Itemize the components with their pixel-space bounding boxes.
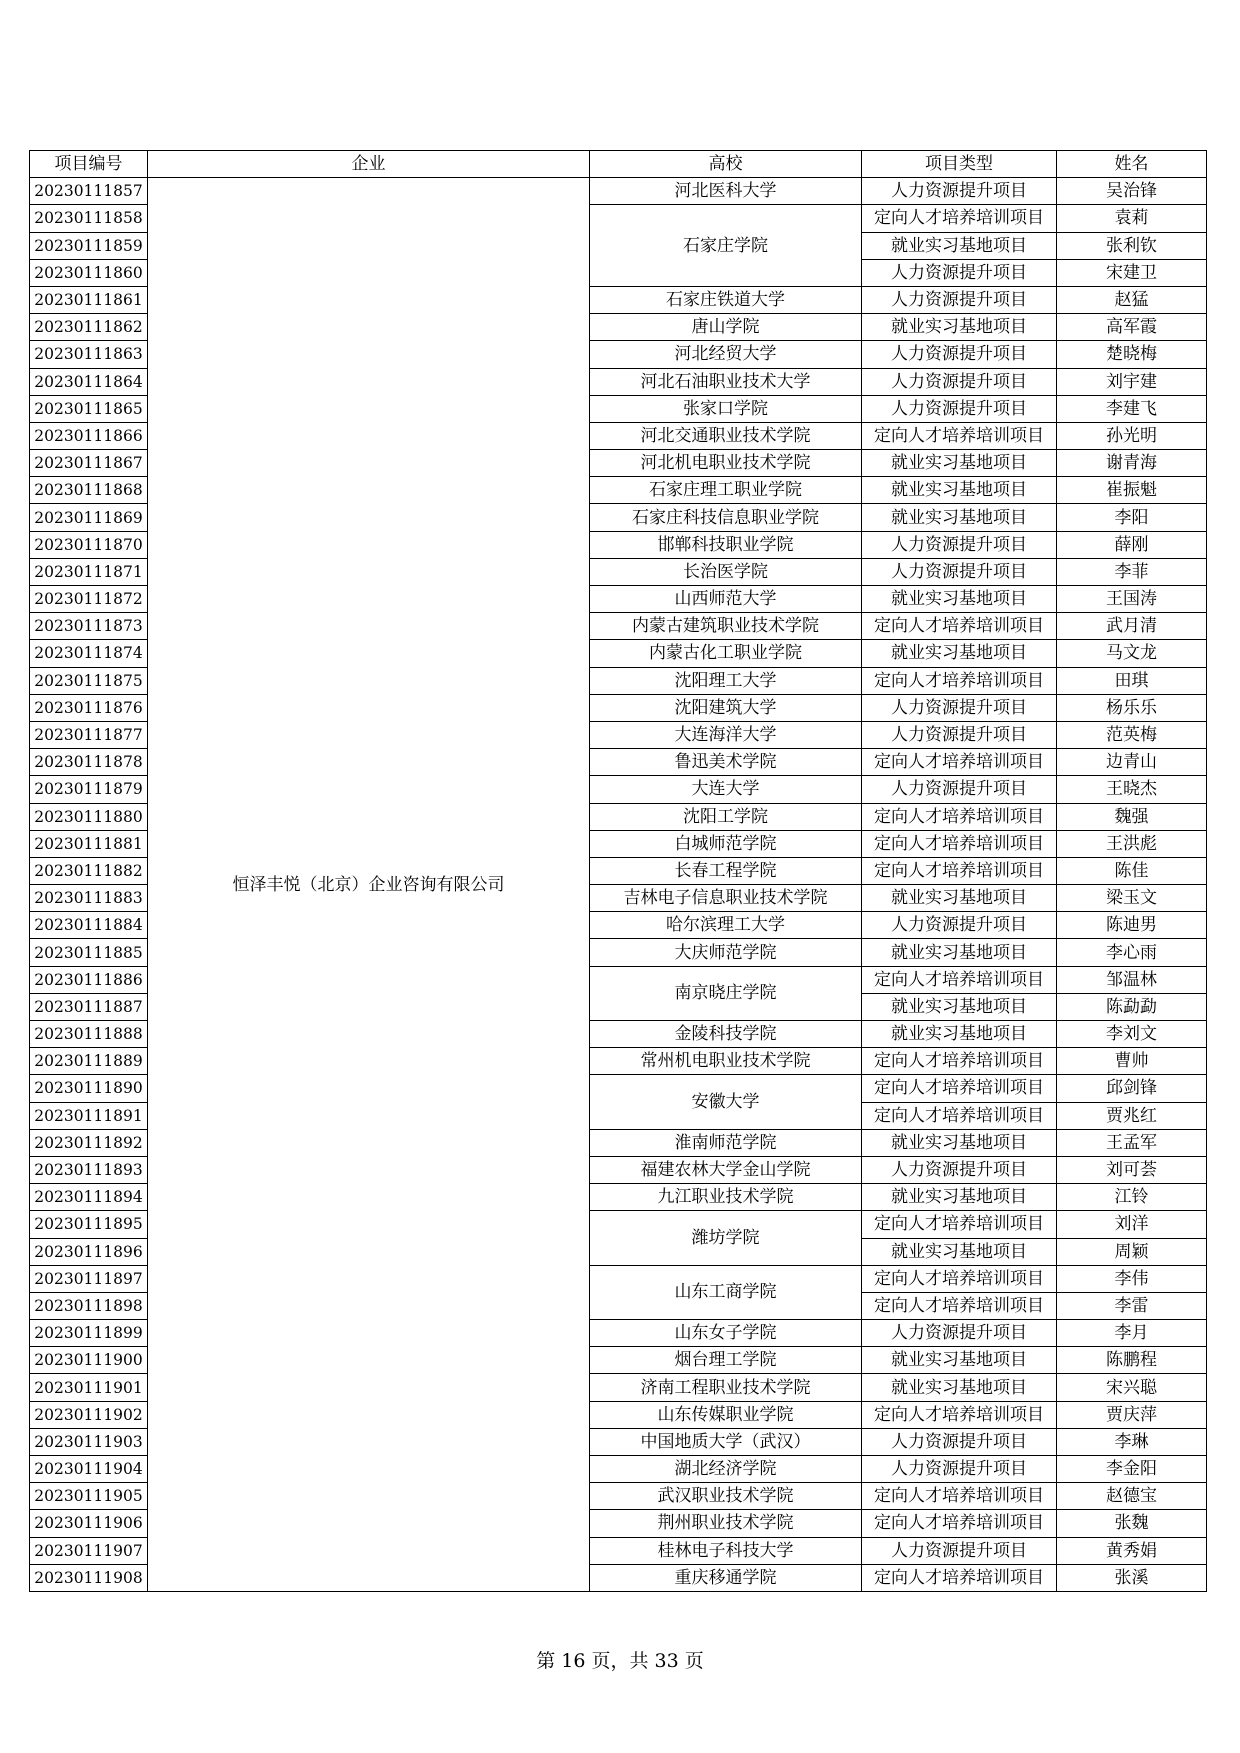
person-name-cell: 杨乐乐: [1057, 694, 1207, 721]
project-id-cell: 20230111903: [30, 1428, 148, 1455]
person-name-cell: 陈勐勐: [1057, 993, 1207, 1020]
school-cell: 石家庄理工职业学院: [590, 477, 862, 504]
school-cell: 桂林电子科技大学: [590, 1537, 862, 1564]
project-type-cell: 人力资源提升项目: [862, 178, 1057, 205]
school-cell: 内蒙古建筑职业技术学院: [590, 613, 862, 640]
school-cell: 南京晓庄学院: [590, 966, 862, 1020]
project-id-cell: 20230111906: [30, 1510, 148, 1537]
school-cell: 沈阳工学院: [590, 803, 862, 830]
project-id-cell: 20230111868: [30, 477, 148, 504]
project-type-cell: 定向人才培养培训项目: [862, 749, 1057, 776]
project-id-cell: 20230111897: [30, 1265, 148, 1292]
project-id-cell: 20230111892: [30, 1129, 148, 1156]
project-id-cell: 20230111873: [30, 613, 148, 640]
project-id-cell: 20230111877: [30, 721, 148, 748]
project-type-cell: 定向人才培养培训项目: [862, 1265, 1057, 1292]
school-cell: 哈尔滨理工大学: [590, 912, 862, 939]
project-type-cell: 就业实习基地项目: [862, 1238, 1057, 1265]
header-project-type: 项目类型: [862, 151, 1057, 178]
project-id-cell: 20230111878: [30, 749, 148, 776]
person-name-cell: 赵德宝: [1057, 1483, 1207, 1510]
project-id-cell: 20230111881: [30, 830, 148, 857]
person-name-cell: 宋建卫: [1057, 259, 1207, 286]
project-type-cell: 人力资源提升项目: [862, 531, 1057, 558]
project-id-cell: 20230111875: [30, 667, 148, 694]
header-project-id: 项目编号: [30, 151, 148, 178]
project-id-cell: 20230111891: [30, 1102, 148, 1129]
table-body: [30, 178, 1207, 1592]
school-cell: 重庆移通学院: [590, 1564, 862, 1591]
project-id-cell: 20230111870: [30, 531, 148, 558]
school-cell: 河北机电职业技术学院: [590, 450, 862, 477]
project-id-cell: 20230111861: [30, 286, 148, 313]
person-name-cell: 李月: [1057, 1320, 1207, 1347]
school-cell: 山西师范大学: [590, 586, 862, 613]
project-type-cell: 就业实习基地项目: [862, 1021, 1057, 1048]
project-table: [29, 150, 1207, 1592]
project-id-cell: 20230111887: [30, 993, 148, 1020]
person-name-cell: 李刘文: [1057, 1021, 1207, 1048]
project-type-cell: 人力资源提升项目: [862, 1156, 1057, 1183]
school-cell: 潍坊学院: [590, 1211, 862, 1265]
school-cell: 张家口学院: [590, 395, 862, 422]
school-cell: 九江职业技术学院: [590, 1184, 862, 1211]
project-id-cell: 20230111869: [30, 504, 148, 531]
school-cell: 吉林电子信息职业技术学院: [590, 885, 862, 912]
project-id-cell: 20230111901: [30, 1374, 148, 1401]
project-id-cell: 20230111864: [30, 368, 148, 395]
school-cell: 湖北经济学院: [590, 1456, 862, 1483]
project-id-cell: 20230111863: [30, 341, 148, 368]
person-name-cell: 薛刚: [1057, 531, 1207, 558]
school-cell: 河北石油职业技术大学: [590, 368, 862, 395]
project-type-cell: 定向人才培养培训项目: [862, 1510, 1057, 1537]
page-footer: 第 16 页，共 33 页: [536, 1650, 704, 1672]
school-cell: 金陵科技学院: [590, 1021, 862, 1048]
person-name-cell: 孙光明: [1057, 422, 1207, 449]
project-type-cell: 定向人才培养培训项目: [862, 1048, 1057, 1075]
person-name-cell: 李雷: [1057, 1292, 1207, 1319]
person-name-cell: 宋兴聪: [1057, 1374, 1207, 1401]
project-type-cell: 就业实习基地项目: [862, 504, 1057, 531]
school-cell: 长治医学院: [590, 558, 862, 585]
project-id-cell: 20230111899: [30, 1320, 148, 1347]
school-cell: 石家庄铁道大学: [590, 286, 862, 313]
school-cell: 福建农林大学金山学院: [590, 1156, 862, 1183]
school-cell: 长春工程学院: [590, 857, 862, 884]
project-type-cell: 人力资源提升项目: [862, 286, 1057, 313]
project-type-cell: 人力资源提升项目: [862, 1428, 1057, 1455]
project-id-cell: 20230111907: [30, 1537, 148, 1564]
person-name-cell: 李阳: [1057, 504, 1207, 531]
school-cell: 常州机电职业技术学院: [590, 1048, 862, 1075]
project-type-cell: 定向人才培养培训项目: [862, 1401, 1057, 1428]
project-type-cell: 就业实习基地项目: [862, 1347, 1057, 1374]
school-cell: 邯郸科技职业学院: [590, 531, 862, 558]
project-id-cell: 20230111886: [30, 966, 148, 993]
header-row: [30, 151, 1207, 178]
project-type-cell: 定向人才培养培训项目: [862, 830, 1057, 857]
project-type-cell: 定向人才培养培训项目: [862, 613, 1057, 640]
person-name-cell: 赵猛: [1057, 286, 1207, 313]
person-name-cell: 袁莉: [1057, 205, 1207, 232]
school-cell: 大连大学: [590, 776, 862, 803]
person-name-cell: 邱剑锋: [1057, 1075, 1207, 1102]
project-id-cell: 20230111904: [30, 1456, 148, 1483]
person-name-cell: 张溪: [1057, 1564, 1207, 1591]
school-cell: 沈阳理工大学: [590, 667, 862, 694]
person-name-cell: 李金阳: [1057, 1456, 1207, 1483]
project-type-cell: 就业实习基地项目: [862, 450, 1057, 477]
person-name-cell: 边青山: [1057, 749, 1207, 776]
project-type-cell: 定向人才培养培训项目: [862, 205, 1057, 232]
project-type-cell: 人力资源提升项目: [862, 558, 1057, 585]
person-name-cell: 张魏: [1057, 1510, 1207, 1537]
project-type-cell: 就业实习基地项目: [862, 1184, 1057, 1211]
person-name-cell: 贾庆萍: [1057, 1401, 1207, 1428]
project-id-cell: 20230111905: [30, 1483, 148, 1510]
header-company: 企业: [148, 151, 590, 178]
person-name-cell: 范英梅: [1057, 721, 1207, 748]
table-row: [30, 178, 1207, 205]
school-cell: 济南工程职业技术学院: [590, 1374, 862, 1401]
school-cell: 唐山学院: [590, 314, 862, 341]
project-type-cell: 人力资源提升项目: [862, 694, 1057, 721]
person-name-cell: 刘宇建: [1057, 368, 1207, 395]
project-id-cell: 20230111885: [30, 939, 148, 966]
project-id-cell: 20230111871: [30, 558, 148, 585]
person-name-cell: 贾兆红: [1057, 1102, 1207, 1129]
person-name-cell: 谢青海: [1057, 450, 1207, 477]
person-name-cell: 李菲: [1057, 558, 1207, 585]
project-id-cell: 20230111860: [30, 259, 148, 286]
school-cell: 沈阳建筑大学: [590, 694, 862, 721]
school-cell: 石家庄学院: [590, 205, 862, 287]
project-id-cell: 20230111862: [30, 314, 148, 341]
project-type-cell: 就业实习基地项目: [862, 1129, 1057, 1156]
person-name-cell: 崔振魁: [1057, 477, 1207, 504]
person-name-cell: 刘可荟: [1057, 1156, 1207, 1183]
person-name-cell: 王洪彪: [1057, 830, 1207, 857]
person-name-cell: 梁玉文: [1057, 885, 1207, 912]
person-name-cell: 田琪: [1057, 667, 1207, 694]
project-id-cell: 20230111888: [30, 1021, 148, 1048]
person-name-cell: 刘洋: [1057, 1211, 1207, 1238]
person-name-cell: 邹温林: [1057, 966, 1207, 993]
project-id-cell: 20230111898: [30, 1292, 148, 1319]
project-id-cell: 20230111858: [30, 205, 148, 232]
project-id-cell: 20230111876: [30, 694, 148, 721]
project-type-cell: 人力资源提升项目: [862, 368, 1057, 395]
school-cell: 中国地质大学（武汉）: [590, 1428, 862, 1455]
person-name-cell: 高军霞: [1057, 314, 1207, 341]
project-type-cell: 就业实习基地项目: [862, 939, 1057, 966]
school-cell: 武汉职业技术学院: [590, 1483, 862, 1510]
school-cell: 山东女子学院: [590, 1320, 862, 1347]
person-name-cell: 周颖: [1057, 1238, 1207, 1265]
project-id-cell: 20230111865: [30, 395, 148, 422]
school-cell: 荆州职业技术学院: [590, 1510, 862, 1537]
person-name-cell: 王国涛: [1057, 586, 1207, 613]
person-name-cell: 魏强: [1057, 803, 1207, 830]
person-name-cell: 吴治锋: [1057, 178, 1207, 205]
person-name-cell: 黄秀娟: [1057, 1537, 1207, 1564]
person-name-cell: 曹帅: [1057, 1048, 1207, 1075]
person-name-cell: 王孟军: [1057, 1129, 1207, 1156]
project-type-cell: 就业实习基地项目: [862, 640, 1057, 667]
person-name-cell: 李琳: [1057, 1428, 1207, 1455]
project-id-cell: 20230111884: [30, 912, 148, 939]
school-cell: 安徽大学: [590, 1075, 862, 1129]
school-cell: 烟台理工学院: [590, 1347, 862, 1374]
project-type-cell: 就业实习基地项目: [862, 477, 1057, 504]
project-type-cell: 定向人才培养培训项目: [862, 1211, 1057, 1238]
header-school: 高校: [590, 151, 862, 178]
project-type-cell: 人力资源提升项目: [862, 1456, 1057, 1483]
project-type-cell: 人力资源提升项目: [862, 776, 1057, 803]
person-name-cell: 陈佳: [1057, 857, 1207, 884]
person-name-cell: 陈迪男: [1057, 912, 1207, 939]
project-id-cell: 20230111883: [30, 885, 148, 912]
project-id-cell: 20230111895: [30, 1211, 148, 1238]
school-cell: 大庆师范学院: [590, 939, 862, 966]
project-type-cell: 就业实习基地项目: [862, 1374, 1057, 1401]
project-type-cell: 定向人才培养培训项目: [862, 857, 1057, 884]
project-type-cell: 人力资源提升项目: [862, 912, 1057, 939]
school-cell: 内蒙古化工职业学院: [590, 640, 862, 667]
project-id-cell: 20230111867: [30, 450, 148, 477]
project-type-cell: 人力资源提升项目: [862, 721, 1057, 748]
project-type-cell: 就业实习基地项目: [862, 232, 1057, 259]
person-name-cell: 李建飞: [1057, 395, 1207, 422]
project-type-cell: 人力资源提升项目: [862, 1537, 1057, 1564]
project-type-cell: 就业实习基地项目: [862, 885, 1057, 912]
project-type-cell: 人力资源提升项目: [862, 1320, 1057, 1347]
school-cell: 河北经贸大学: [590, 341, 862, 368]
project-type-cell: 定向人才培养培训项目: [862, 803, 1057, 830]
project-type-cell: 定向人才培养培训项目: [862, 667, 1057, 694]
project-type-cell: 就业实习基地项目: [862, 586, 1057, 613]
school-cell: 白城师范学院: [590, 830, 862, 857]
project-type-cell: 定向人才培养培训项目: [862, 1075, 1057, 1102]
school-cell: 鲁迅美术学院: [590, 749, 862, 776]
school-cell: 大连海洋大学: [590, 721, 862, 748]
project-id-cell: 20230111902: [30, 1401, 148, 1428]
project-id-cell: 20230111896: [30, 1238, 148, 1265]
person-name-cell: 李伟: [1057, 1265, 1207, 1292]
school-cell: 石家庄科技信息职业学院: [590, 504, 862, 531]
person-name-cell: 李心雨: [1057, 939, 1207, 966]
person-name-cell: 武月清: [1057, 613, 1207, 640]
project-id-cell: 20230111880: [30, 803, 148, 830]
person-name-cell: 楚晓梅: [1057, 341, 1207, 368]
project-id-cell: 20230111859: [30, 232, 148, 259]
project-type-cell: 就业实习基地项目: [862, 993, 1057, 1020]
project-type-cell: 定向人才培养培训项目: [862, 1483, 1057, 1510]
project-type-cell: 定向人才培养培训项目: [862, 966, 1057, 993]
project-id-cell: 20230111889: [30, 1048, 148, 1075]
person-name-cell: 马文龙: [1057, 640, 1207, 667]
project-type-cell: 定向人才培养培训项目: [862, 1564, 1057, 1591]
project-type-cell: 定向人才培养培训项目: [862, 1292, 1057, 1319]
project-type-cell: 人力资源提升项目: [862, 395, 1057, 422]
project-type-cell: 人力资源提升项目: [862, 341, 1057, 368]
project-id-cell: 20230111893: [30, 1156, 148, 1183]
project-id-cell: 20230111900: [30, 1347, 148, 1374]
school-cell: 山东传媒职业学院: [590, 1401, 862, 1428]
project-id-cell: 20230111874: [30, 640, 148, 667]
project-id-cell: 20230111894: [30, 1184, 148, 1211]
person-name-cell: 江铃: [1057, 1184, 1207, 1211]
school-cell: 淮南师范学院: [590, 1129, 862, 1156]
project-type-cell: 定向人才培养培训项目: [862, 1102, 1057, 1129]
header-name: 姓名: [1057, 151, 1207, 178]
project-id-cell: 20230111866: [30, 422, 148, 449]
person-name-cell: 王晓杰: [1057, 776, 1207, 803]
project-id-cell: 20230111857: [30, 178, 148, 205]
project-id-cell: 20230111872: [30, 586, 148, 613]
school-cell: 山东工商学院: [590, 1265, 862, 1319]
project-id-cell: 20230111890: [30, 1075, 148, 1102]
project-type-cell: 就业实习基地项目: [862, 314, 1057, 341]
project-type-cell: 定向人才培养培训项目: [862, 422, 1057, 449]
company-cell: 恒泽丰悦（北京）企业咨询有限公司: [148, 178, 590, 1592]
person-name-cell: 张利钦: [1057, 232, 1207, 259]
school-cell: 河北医科大学: [590, 178, 862, 205]
project-id-cell: 20230111908: [30, 1564, 148, 1591]
school-cell: 河北交通职业技术学院: [590, 422, 862, 449]
project-id-cell: 20230111879: [30, 776, 148, 803]
person-name-cell: 陈鹏程: [1057, 1347, 1207, 1374]
project-id-cell: 20230111882: [30, 857, 148, 884]
project-type-cell: 人力资源提升项目: [862, 259, 1057, 286]
